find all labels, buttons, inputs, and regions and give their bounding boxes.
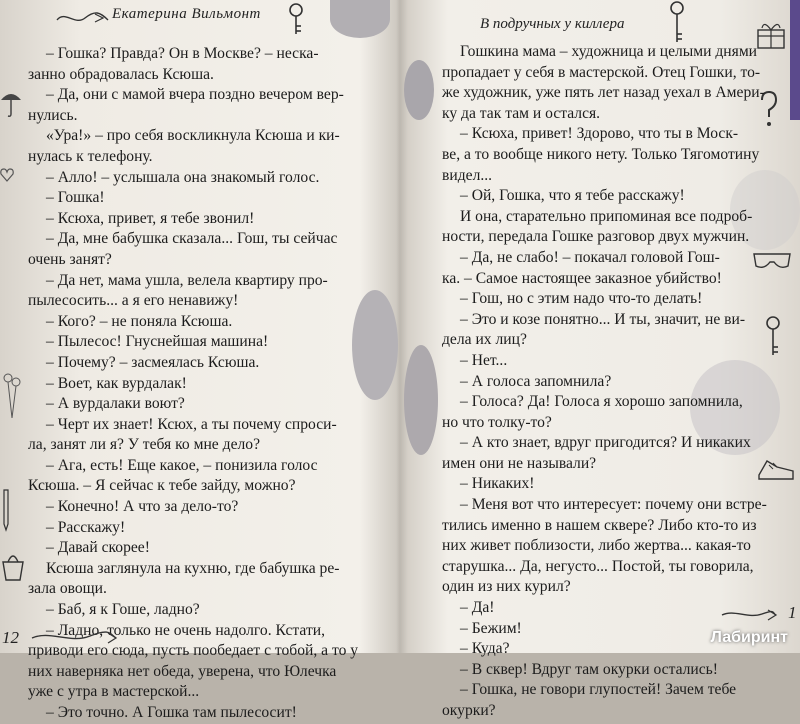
text-line: – Ой, Гошка, что я тебе расскажу!: [460, 187, 685, 205]
text-line: имен они не называли?: [442, 454, 597, 472]
text-line: – Да, они с мамой вчера поздно вечером вер-: [46, 86, 344, 104]
text-line: – Куда?: [460, 640, 510, 658]
key-icon: [282, 2, 310, 36]
text-line: – Ксюха, привет, я тебе звонил!: [46, 209, 255, 227]
text-line: – Черт их знает! Ксюх, а ты почему спроси-: [46, 415, 337, 433]
text-line: ку да так там и остался.: [442, 104, 601, 122]
text-line: – А вурдалаки воют?: [46, 395, 185, 413]
text-line: но что толку-то?: [442, 413, 552, 431]
left-page: [0, 0, 398, 721]
text-line: зала овощи.: [28, 580, 107, 598]
text-line: – В сквер! Вдруг там окурки остались!: [460, 660, 718, 678]
text-line: – Да нет, мама ушла, велела квартиру про-: [46, 271, 328, 289]
text-line: – Гошка, не говори глупостей! Зачем тебе: [460, 681, 737, 699]
text-line: – Кого? – не поняла Ксюша.: [46, 312, 233, 330]
text-line: видел...: [442, 166, 493, 184]
text-line: – А голоса запомнила?: [460, 372, 612, 390]
text-line: – Пылесос! Гнуснейшая машина!: [46, 333, 269, 351]
text-line: ка. – Самое настоящее заказное убийство!: [442, 269, 722, 287]
right-page-number: 1: [788, 603, 797, 622]
watermark-logo: Лабиринт: [710, 629, 788, 646]
heart-icon: [0, 168, 14, 182]
text-line: ла, занят ли я? У тебя ко мне дело?: [28, 436, 260, 454]
text-line: – Гошка? Правда? Он в Москве? – неска-: [46, 45, 319, 62]
text-line: занно обрадовалась Ксюша.: [28, 65, 214, 83]
text-line: тились именно в нашем сквере? Либо кто-то из: [442, 516, 757, 534]
umbrella-icon: [0, 88, 22, 118]
flower-bouquet-icon: [0, 370, 26, 420]
text-line: – Голоса? Да! Голоса я хорошо запомнила,: [460, 393, 743, 411]
text-line: дела их лиц?: [442, 331, 527, 349]
text-line: – Расскажу!: [46, 518, 126, 536]
text-line: – Да!: [460, 599, 495, 617]
key-icon: [664, 0, 690, 44]
text-line: них живет поблизости, либо жертва... какая-то: [442, 537, 751, 555]
text-line: – Ксюха, привет! Здорово, что ты в Моск-: [460, 125, 739, 143]
text-line: Гошкина мама – художница и целыми днями: [460, 43, 758, 60]
swirl-ornament-icon: [55, 8, 110, 28]
text-line: уже с утра в мастерской...: [28, 683, 200, 701]
handbag-icon: [0, 548, 26, 582]
arrow-ornament-icon: [720, 605, 780, 623]
text-line: них наверняка нет обеда, уверена, что Юлечка: [28, 662, 337, 680]
text-line: – Баб, я к Гоше, ладно?: [46, 601, 200, 619]
arrow-ornament-icon: [30, 628, 120, 646]
text-line: нулись.: [28, 106, 78, 124]
text-line: очень занят?: [28, 250, 112, 268]
text-line: ности, передала Гошке разговор двух мужчин.: [442, 228, 750, 246]
left-page-body: [28, 44, 359, 724]
text-line: – Это и козе понятно... И ты, значит, не ви-: [460, 310, 746, 328]
text-line: – Никаких!: [460, 475, 535, 493]
text-line: – Гошка!: [46, 189, 105, 207]
text-line: И она, старательно припоминая все подроб-: [460, 207, 753, 225]
left-page-header: Екатерина Вильмонт: [112, 6, 261, 22]
text-line: – Ладно, только не очень надолго. Кстати,: [46, 621, 326, 639]
left-page-number: 12: [2, 628, 19, 647]
text-line: ве, а то вообще никого нету. Только Тягомотину: [442, 145, 760, 163]
text-line: Ксюша. – Я сейчас к тебе зайду, можно?: [28, 477, 296, 495]
text-line: же художник, уже пять лет назад уехал в Амери-: [442, 84, 765, 102]
text-line: – Конечно! А что за дело-то?: [46, 498, 239, 516]
text-line: «Ура!» – про себя воскликнула Ксюша и ки-: [46, 127, 340, 145]
text-line: – Почему? – засмеялась Ксюша.: [46, 353, 260, 371]
text-line: – Ага, есть! Еще какое, – понизила голос: [46, 456, 318, 474]
text-line: – Меня вот что интересует: почему они встре-: [460, 496, 767, 514]
text-line: – Воет, как вурдалак!: [46, 374, 187, 392]
text-line: – А кто знает, вдруг пригодится? И никаких: [460, 434, 751, 452]
text-line: – Нет...: [460, 351, 508, 369]
text-line: – Да, не слабо! – покачал головой Гош-: [460, 248, 720, 266]
right-page-header: В подручных у киллера: [480, 16, 625, 32]
text-line: один из них курил?: [442, 578, 571, 596]
text-line: старушка... Да, негусто... Постой, ты говорила,: [442, 557, 754, 575]
text-line: окурки?: [442, 702, 496, 719]
text-line: приводи его сюда, пусть пообедает с тобой, а то у: [28, 642, 359, 660]
text-line: пропадает у себя в мастерской. Отец Гошки, то-: [442, 63, 761, 81]
text-line: – Да, мне бабушка сказала... Гош, ты сейчас: [46, 230, 338, 248]
text-line: – Давай скорее!: [46, 539, 150, 557]
text-line: – Гош, но с этим надо что-то делать!: [460, 290, 703, 308]
pen-icon: [0, 488, 12, 532]
text-line: – Алло! – услышала она знакомый голос.: [46, 168, 320, 186]
text-line: Ксюша заглянула на кухню, где бабушка ре-: [46, 559, 340, 577]
right-page: [402, 0, 800, 719]
text-line: пылесосить... а я его ненавижу!: [28, 292, 239, 310]
text-line: нулась к телефону.: [28, 147, 153, 165]
text-line: – Бежим!: [460, 619, 522, 637]
text-line: – Это точно. А Гошка там пылесосит!: [46, 704, 297, 721]
